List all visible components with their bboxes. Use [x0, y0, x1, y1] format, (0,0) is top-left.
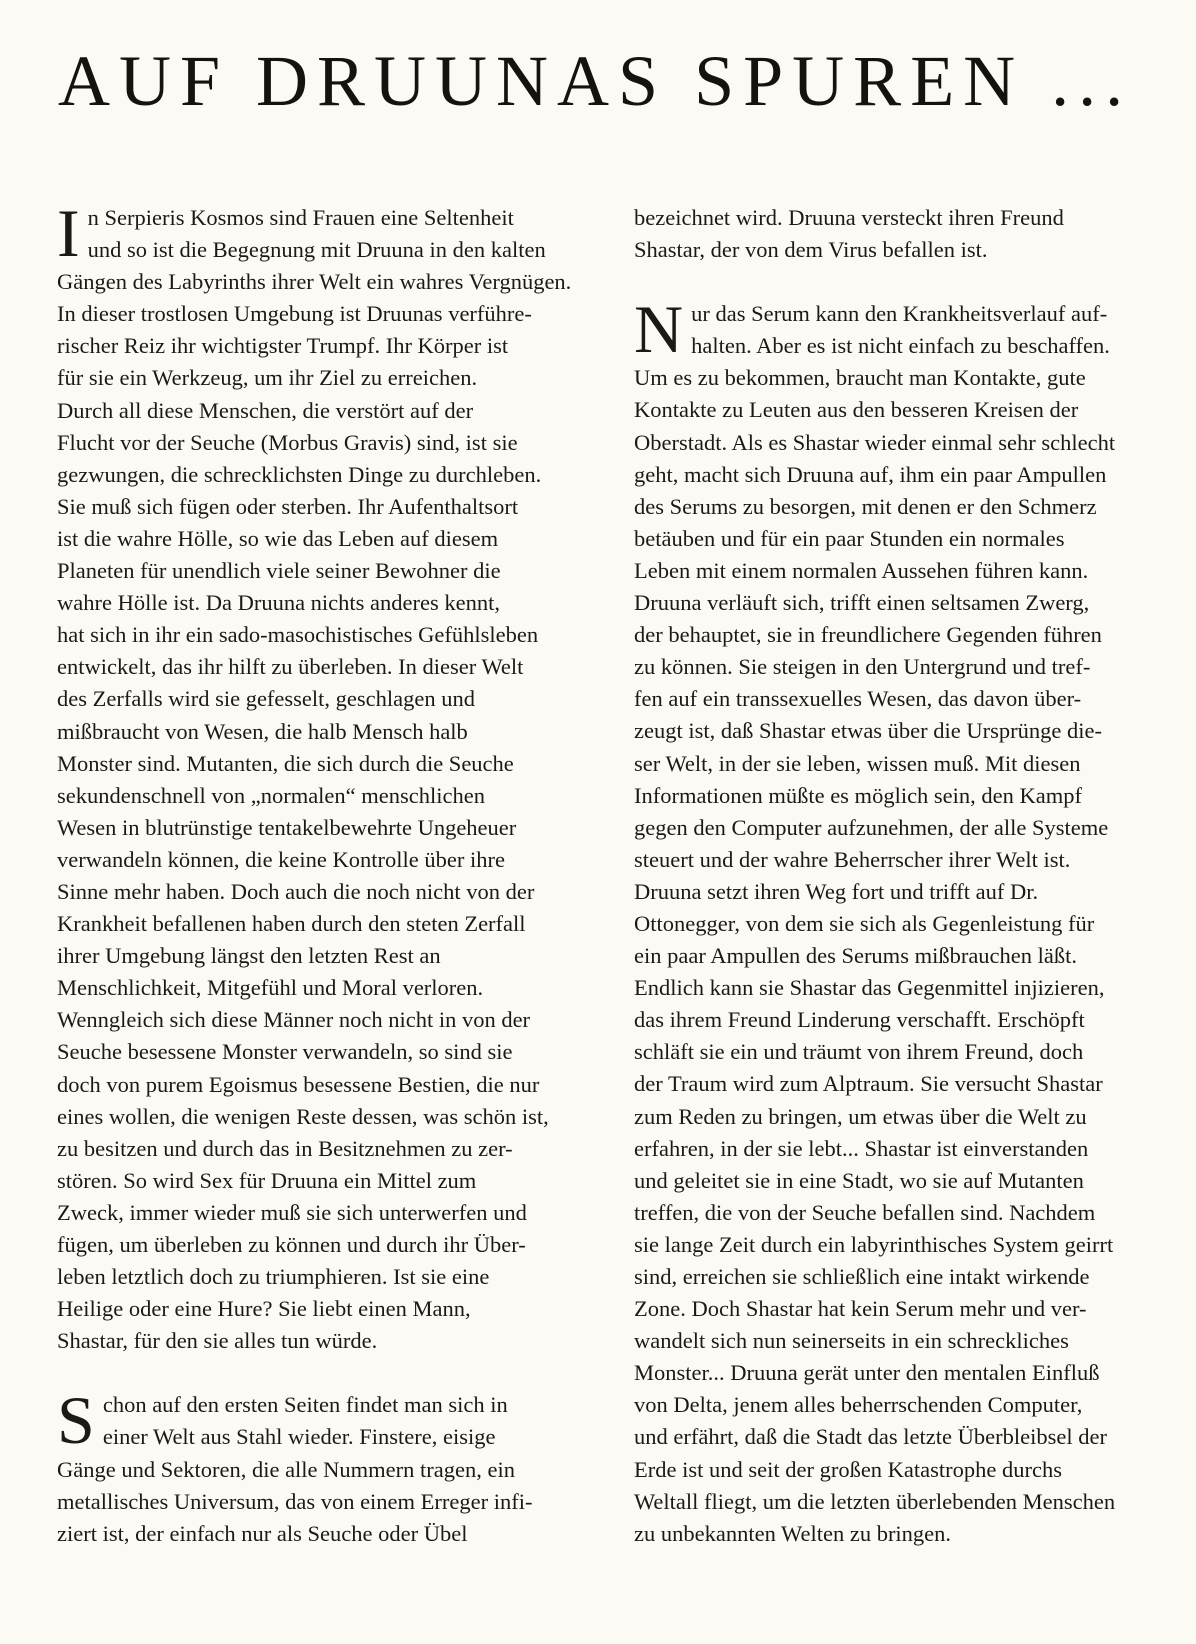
text-line: n Serpieris Kosmos sind Frauen eine Seltenheit — [87, 205, 514, 230]
text-line: Menschlichkeit, Mitgefühl und Moral verloren. — [57, 975, 484, 1001]
text-line: Kontakte zu Leuten aus den besseren Kreisen der — [634, 397, 1079, 423]
text-line: sind, erreichen sie schließlich eine intakt wirkende — [634, 1264, 1090, 1289]
text-line: hat sich in ihr ein sado-masochistisches Gefühlsleben — [57, 622, 539, 648]
text-line: betäuben und für ein paar Stunden ein normales — [634, 525, 1065, 551]
text-line: fügen, um überleben zu können und durch ihr Über- — [57, 1232, 526, 1257]
text-line: steuert und der wahre Beherrscher ihrer Welt ist. — [634, 846, 1071, 872]
text-line: metallisches Universum, das von einem Erreger infi- — [57, 1488, 533, 1514]
text-line: Planeten für unendlich viele seiner Bewohner die — [57, 558, 501, 584]
text-line: einer Welt aus Stahl wieder. Finstere, eisige — [102, 1424, 496, 1450]
text-line: Endlich kann sie Shastar das Gegenmittel injizieren, — [634, 975, 1105, 1001]
text-line: Wenngleich sich diese Männer noch nicht in von der — [57, 1007, 531, 1033]
text-line: von Delta, jenem alles beherrschenden Computer, — [634, 1392, 1083, 1418]
text-line: entwickelt, das ihr hilft zu überleben. In dieser Welt — [57, 654, 524, 680]
text-line: zu können. Sie steigen in den Untergrund und tref- — [634, 654, 1091, 680]
paragraph — [57, 195, 587, 1357]
text-line: ist die wahre Hölle, so wie das Leben auf diesem — [57, 525, 499, 551]
text-line: leben letztlich doch zu triumphieren. Ist sie eine — [57, 1264, 490, 1290]
text-line: ziert ist, der einfach nur als Seuche oder Übel — [57, 1520, 468, 1546]
text-line: rischer Reiz ihr wichtigster Trumpf. Ihr Körper ist — [57, 333, 509, 359]
text-line: bezeichnet wird. Druuna versteckt ihren Freund — [634, 205, 1064, 230]
text-line: zeugt ist, daß Shastar etwas über die Ursprünge die- — [634, 718, 1102, 744]
text-line: gezwungen, die schrecklichsten Dinge zu durchleben. — [57, 461, 542, 487]
text-line: und geleitet sie in eine Stadt, wo sie auf Mutanten — [634, 1167, 1084, 1193]
text-line: das ihrem Freund Linderung verschafft. Erschöpft — [634, 1007, 1085, 1033]
text-line: und erfährt, daß die Stadt das letzte Überbleibsel der — [634, 1424, 1107, 1450]
text-line: Durch all diese Menschen, die verstört auf der — [57, 397, 474, 423]
text-line: gegen den Computer aufzunehmen, der alle Systeme — [634, 814, 1109, 840]
text-line: Sie muß sich fügen oder sterben. Ihr Aufenthaltsort — [57, 493, 519, 519]
text-line: sekundenschnell von „normalen“ menschlichen — [57, 782, 485, 808]
text-line: Gänge und Sektoren, die alle Nummern tragen, ein — [57, 1456, 515, 1482]
text-line: Informationen müßte es möglich sein, den Kampf — [634, 782, 1083, 808]
text-line: Zweck, immer wieder muß sie sich unterwerfen und — [57, 1199, 527, 1225]
paragraph-spacer — [57, 1357, 587, 1389]
text-line: der Traum wird zum Alptraum. Sie versucht Shastar — [634, 1071, 1103, 1097]
text-line: Seuche besessene Monster verwandeln, so sind sie — [57, 1039, 513, 1065]
text-line: des Serums zu besorgen, mit denen er den Schmerz — [634, 493, 1097, 519]
page-title: AUF DRUUNAS SPUREN ... — [58, 41, 1133, 121]
paragraph-spacer — [634, 266, 1166, 298]
text-line: Heilige oder eine Hure? Sie liebt einen Mann, — [57, 1296, 471, 1322]
drop-cap: S — [57, 1382, 95, 1459]
text-line: Druuna verläuft sich, trifft einen seltsamen Zwerg, — [634, 590, 1090, 616]
text-line: treffen, die von der Seuche befallen sind. Nachdem — [634, 1199, 1096, 1225]
text-line: Krankheit befallenen haben durch den steten Zerfall — [57, 911, 526, 937]
text-line: Um es zu bekommen, braucht man Kontakte, gute — [634, 365, 1086, 391]
text-line: erfahren, in der sie lebt... Shastar ist einverstanden — [634, 1135, 1089, 1161]
text-line: und so ist die Begegnung mit Druuna in den kalten — [87, 237, 546, 263]
text-line: wandelt sich nun seinerseits in ein schreckliches — [634, 1328, 1069, 1354]
text-line: zu besitzen und durch das in Besitznehmen zu zer- — [57, 1135, 513, 1161]
text-line: In dieser trostlosen Umgebung ist Druunas verführe- — [57, 301, 532, 327]
text-line: Flucht vor der Seuche (Morbus Gravis) sind, ist sie — [57, 429, 518, 455]
text-line: Shastar, für den sie alles tun würde. — [57, 1328, 378, 1354]
text-line: ur das Serum kann den Krankheitsverlauf auf- — [691, 301, 1108, 327]
drop-cap: N — [634, 291, 684, 368]
text-line: der behauptet, sie in freundlichere Gegenden führen — [634, 622, 1102, 648]
text-line: zum Reden zu bringen, um etwas über die Welt zu — [634, 1103, 1087, 1129]
paragraph — [57, 1382, 587, 1549]
text-line: Oberstadt. Als es Shastar wieder einmal sehr schlecht — [634, 429, 1116, 455]
text-line: Leben mit einem normalen Aussehen führen kann. — [634, 557, 1089, 583]
drop-cap: I — [57, 195, 80, 271]
text-line: verwandeln können, die keine Kontrolle über ihre — [57, 846, 505, 872]
text-line: wahre Hölle ist. Da Druuna nichts anderes kennt, — [57, 590, 500, 616]
text-line: zu unbekannten Welten zu bringen. — [634, 1520, 952, 1546]
text-line: mißbraucht von Wesen, die halb Mensch halb — [57, 718, 468, 744]
text-line: für sie ein Werkzeug, um ihr Ziel zu erreichen. — [57, 365, 478, 391]
paragraph — [634, 202, 1166, 266]
text-line: Sinne mehr haben. Doch auch die noch nicht von der — [57, 878, 535, 904]
text-line: schläft sie ein und träumt von ihrem Freund, doch — [634, 1039, 1084, 1065]
text-line: Monster... Druuna gerät unter den mentalen Einfluß — [634, 1360, 1100, 1386]
text-line: Wesen in blutrünstige tentakelbewehrte Ungeheuer — [57, 814, 517, 840]
text-line: ser Welt, in der sie leben, wissen muß. Mit diesen — [634, 750, 1081, 776]
right-column — [634, 202, 1166, 1550]
text-line: Shastar, der von dem Virus befallen ist. — [634, 237, 988, 263]
text-line: Druuna setzt ihren Weg fort und trifft auf Dr. — [634, 878, 1039, 904]
text-line: doch von purem Egoismus besessene Bestien, die nur — [57, 1071, 540, 1097]
text-line: chon auf den ersten Seiten findet man sich in — [102, 1392, 508, 1418]
text-line: eines wollen, die wenigen Reste dessen, was schön ist, — [57, 1103, 549, 1129]
text-line: ihrer Umgebung längst den letzten Rest an — [57, 943, 441, 969]
text-line: geht, macht sich Druuna auf, ihm ein paar Ampullen — [634, 461, 1107, 487]
text-line: fen auf ein transsexuelles Wesen, das davon über- — [634, 686, 1082, 712]
text-line: halten. Aber es ist nicht einfach zu beschaffen. — [691, 333, 1110, 359]
text-line: stören. So wird Sex für Druuna ein Mittel zum — [57, 1167, 477, 1193]
paragraph — [634, 291, 1166, 1550]
text-line: Ottonegger, von dem sie sich als Gegenleistung für — [634, 910, 1095, 936]
text-line: Erde ist und seit der großen Katastrophe durchs — [634, 1456, 1063, 1482]
text-line: Monster sind. Mutanten, die sich durch die Seuche — [57, 750, 514, 776]
text-line: ein paar Ampullen des Serums mißbrauchen läßt. — [634, 943, 1078, 969]
text-line: sie lange Zeit durch ein labyrinthisches System geirrt — [634, 1231, 1114, 1257]
text-line: Gängen des Labyrinths ihrer Welt ein wahres Vergnügen. — [57, 269, 572, 295]
text-line: des Zerfalls wird sie gefesselt, geschlagen und — [57, 686, 475, 712]
left-column — [57, 195, 587, 1550]
text-line: Zone. Doch Shastar hat kein Serum mehr und ver- — [634, 1296, 1087, 1322]
text-line: Weltall fliegt, um die letzten überlebenden Menschen — [634, 1488, 1116, 1514]
